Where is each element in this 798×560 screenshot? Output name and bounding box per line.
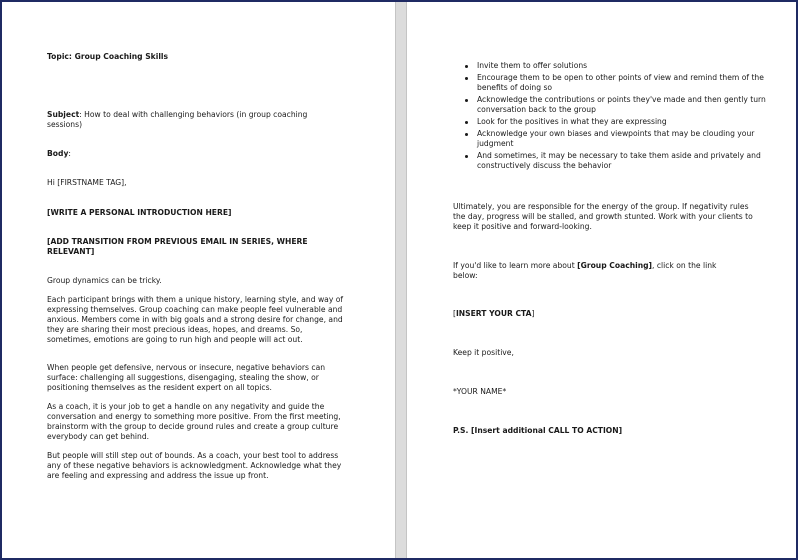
cta-placeholder	[453, 309, 753, 319]
intro-placeholder: [WRITE A PERSONAL INTRODUCTION HERE]	[47, 208, 232, 217]
tips-list	[453, 61, 777, 173]
list-item: Acknowledge your own biases and viewpoints that may be clouding your judgment	[477, 129, 777, 149]
list-item: And sometimes, it may be necessary to take them aside and privately and constructively discuss the behavior	[477, 151, 777, 171]
transition-placeholder: [ADD TRANSITION FROM PREVIOUS EMAIL IN SERIES, WHERE RELEVANT]	[47, 237, 308, 256]
ps-line: P.S. [Insert additional CALL TO ACTION]	[453, 426, 623, 435]
learn-more-prefix: If you'd like to learn more about	[453, 261, 578, 270]
closing-paragraph: Ultimately, you are responsible for the energy of the group. If negativity rules the day, progress will be stalled, and growth stunted. Work with your clients to keep it positive and forward-looking.	[453, 202, 753, 231]
page-gutter	[395, 2, 407, 558]
signoff: Keep it positive,	[453, 348, 514, 357]
page-right	[407, 2, 796, 558]
name-placeholder: *YOUR NAME*	[453, 387, 507, 396]
paragraph: When people get defensive, nervous or insecure, negative behaviors can surface: challenging all suggestions, disengaging, stealing the show, or positioning themselves as the resident expert on all topics.	[47, 363, 326, 392]
topic-line: Topic: Group Coaching Skills	[47, 52, 169, 61]
body-label-line	[47, 149, 347, 159]
list-item: Acknowledge the contributions or points they've made and then gently turn conversation back to the group	[477, 95, 777, 115]
learn-more-line	[453, 261, 743, 281]
cta-text: INSERT YOUR CTA	[455, 309, 532, 318]
body-colon: :	[68, 149, 71, 158]
list-item: Invite them to offer solutions	[477, 61, 777, 71]
paragraph: But people will still step out of bounds. As a coach, your best tool to address any of these negative behaviors is acknowledgment. Acknowledge what they are feeling and expressing and address the issue up front.	[47, 451, 342, 480]
cta-close-bracket: ]	[531, 309, 535, 318]
subject-line	[47, 110, 332, 130]
greeting: Hi [FIRSTNAME TAG],	[47, 178, 127, 187]
list-item: Look for the positives in what they are expressing	[477, 117, 777, 127]
paragraph: Group dynamics can be tricky.	[47, 276, 162, 285]
learn-more-suffix: , click on the link below:	[453, 261, 717, 280]
cta-open-bracket: [	[453, 309, 456, 318]
subject-label: Subject	[47, 110, 80, 119]
paragraph: Each participant brings with them a unique history, learning style, and way of expressing themselves. Group coaching can make people feel vulnerable and anxious. Members come in with big goals and a strong desire for change, and they are sharing their most precious ideas, hopes, and dreams. So, sometimes, emotions are going to run high and people will act out.	[47, 295, 344, 344]
list-item: Encourage them to be open to other points of view and remind them of the benefits of doing so	[477, 73, 777, 93]
body-label: Body	[47, 149, 69, 158]
page-left	[2, 2, 395, 558]
paragraph: As a coach, it is your job to get a handle on any negativity and guide the conversation and energy to something more positive. From the first meeting, brainstorm with the group to decide ground rules and create a group culture everybody can get behind.	[47, 402, 341, 441]
subject-text: : How to deal with challenging behaviors (in group coaching sessions)	[47, 110, 308, 129]
learn-more-topic: [Group Coaching]	[577, 261, 653, 270]
